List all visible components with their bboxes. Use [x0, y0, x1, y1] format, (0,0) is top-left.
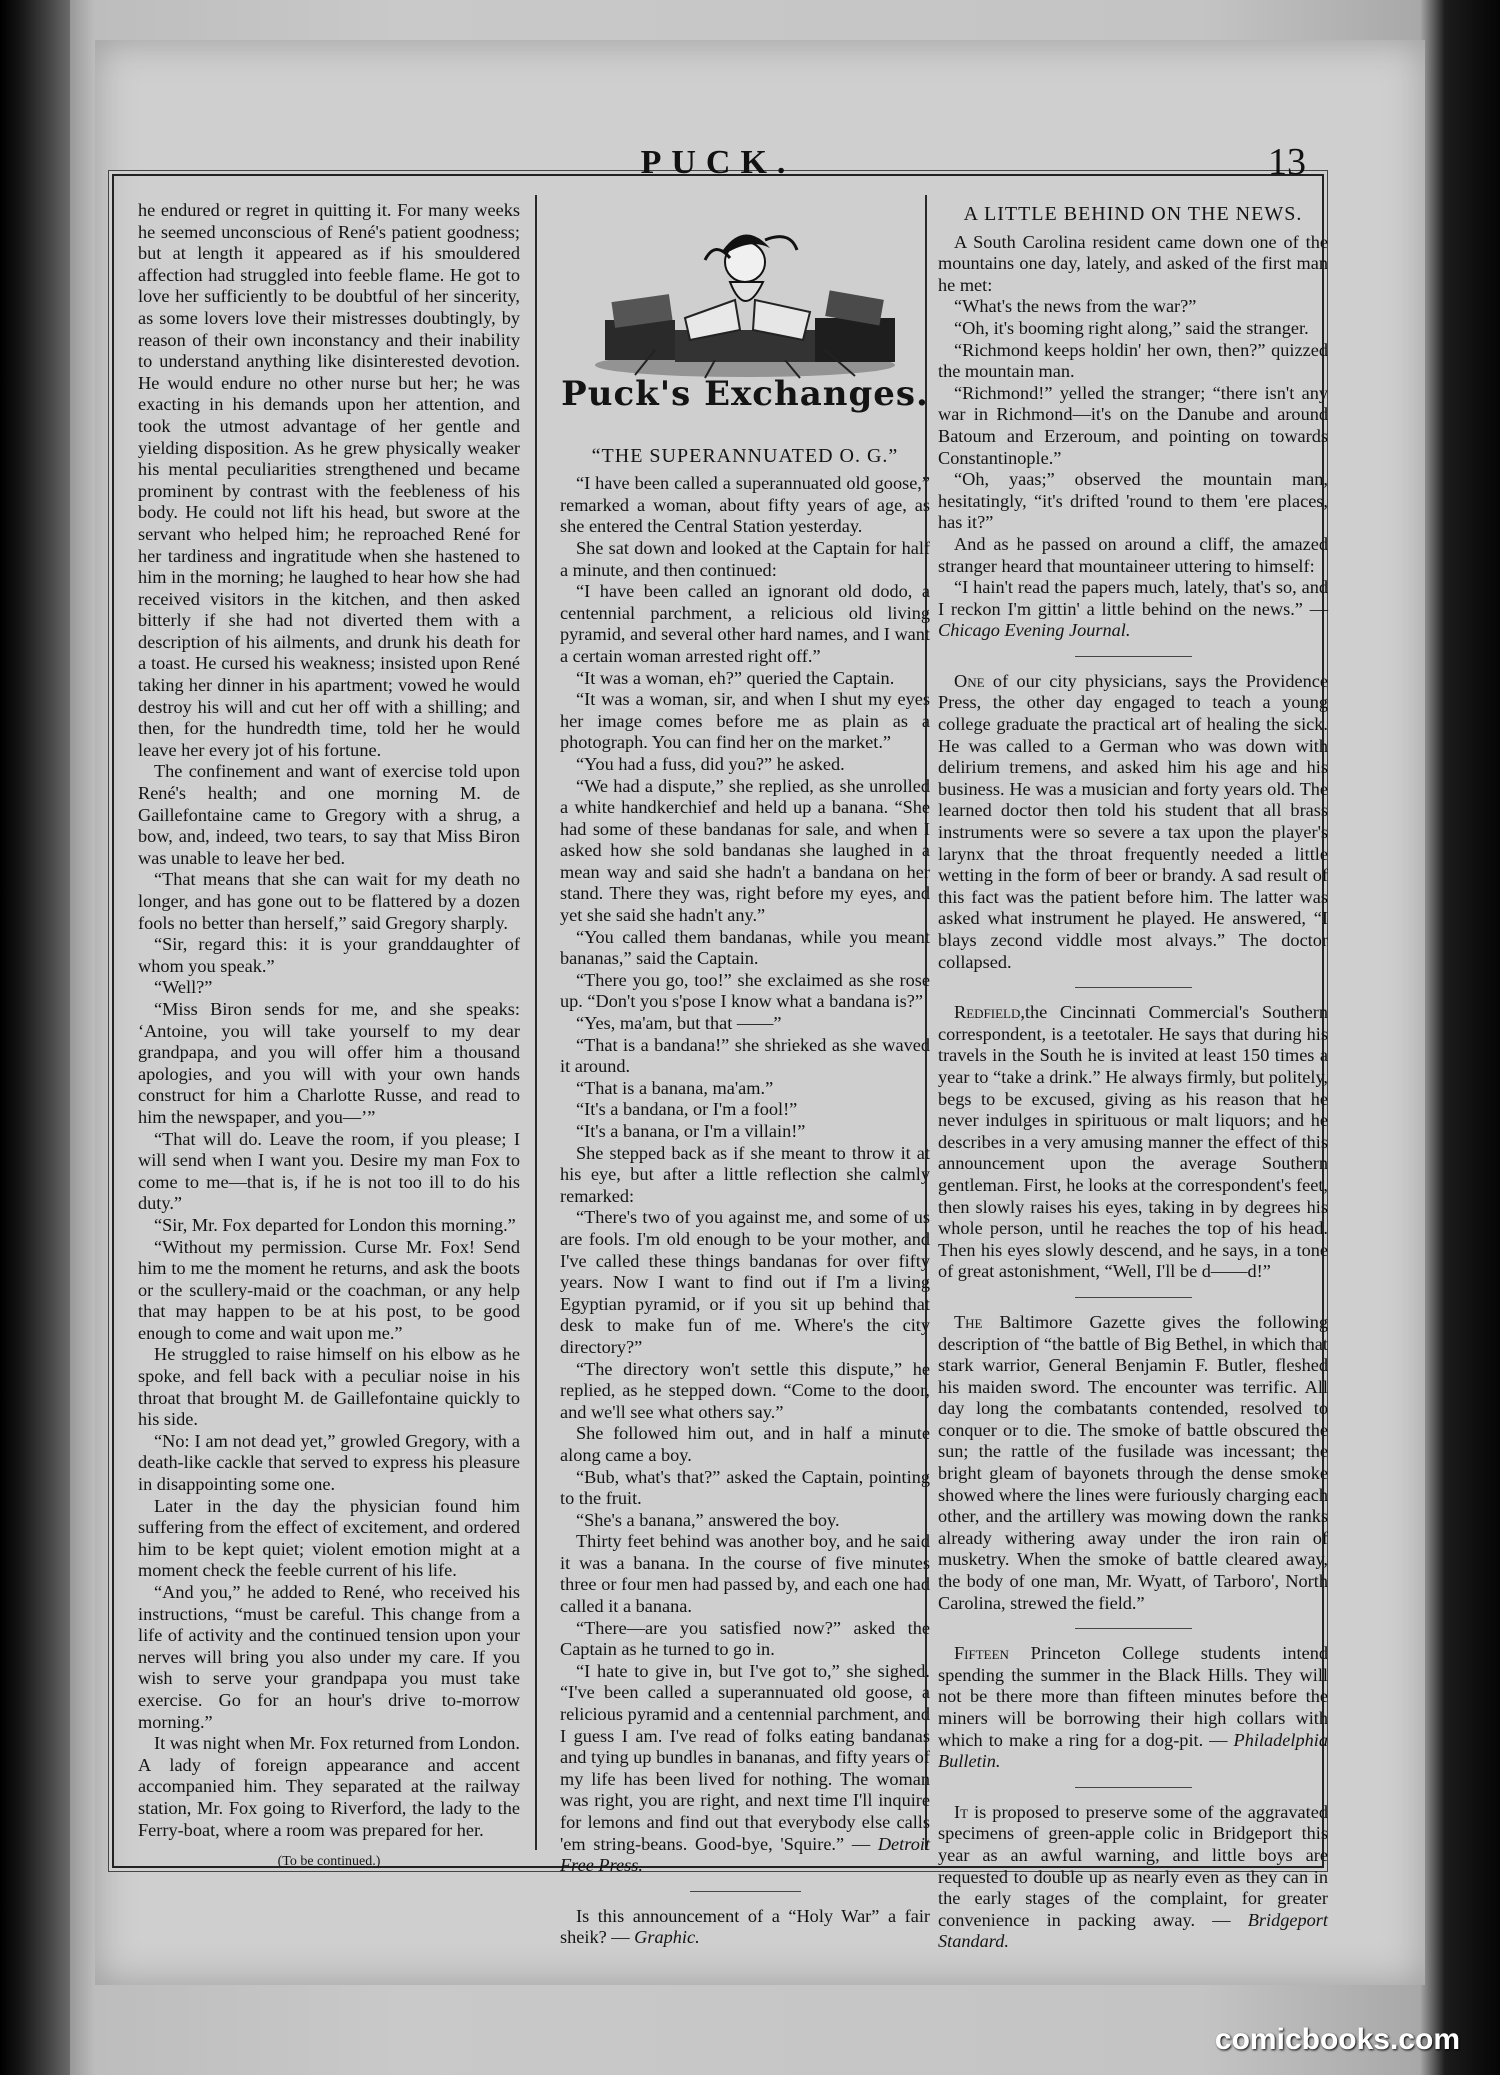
story-source: Detroit Free Press. [560, 1833, 930, 1876]
item-text: Baltimore Gazette gives the following description of “the battle of Big Bethel, in which that stark warrior, General Benjamin F. Butler, fleshed his maiden sword. The encounter was terrific. All day long the combatants contended, resolved to conquer or to die. The smoke of battle obscured the sun; the rattle of the fusilade was incessant; the bright gleam of bayonets through the dense smoke showed where the lines were furiously charging each other, and the artillery was mowing down the ranks already withering away under the iron rain of musketry. When the smoke of battle cleared away, the body of one man, Mr. Wyatt, of Tarboro', North Carolina, strewed the field.” [938, 1311, 1329, 1613]
item-source: Bridgeport Standard. [938, 1909, 1328, 1952]
story-paragraph: “That will do. Leave the room, if you please; I will send when I want you. Desire my man Fox to come to me—that is, if he is not too ill to do his duty.” [138, 1128, 520, 1214]
news-paragraph: “Richmond!” yelled the stranger; “there isn't any war in Richmond—it's on the Danube and around Batoum and Erzeroum, and pointing on towards Constantinople.” [938, 382, 1328, 468]
watermark: comicbooks.com [1214, 2023, 1460, 2056]
story-paragraph: “Miss Biron sends for me, and she speaks: ‘Antoine, you will take yourself to my dear grandpapa, and you will offer him a thousand apologies, and you will with your own hands construct for him a Charlotte Russe, and read to him the newspaper, and you—’” [138, 998, 520, 1127]
item-lead: It [954, 1801, 969, 1822]
story-paragraph: “We had a dispute,” she replied, as she unrolled a white handkerchief and held up a banana. “She had some of these bandanas for sale, and when I asked how she sold bandanas she laughed in a mean way and said she hadn't a bandana on her stand. There they was, right before my eyes, and yet she said she hadn't any.” [560, 775, 930, 926]
divider [1075, 656, 1192, 657]
story-paragraph: “Yes, ma'am, but that ——” [576, 1013, 782, 1034]
story-paragraph: “That means that she can wait for my death no longer, and has gone out to be flattered by a dozen fools no better than herself,” said Gregory sharply. [138, 869, 520, 933]
divider [1075, 1628, 1192, 1629]
column-exchanges [560, 200, 930, 1948]
closing-source: Graphic. [634, 1927, 700, 1948]
story-paragraph: he endured or regret in quitting it. For many weeks he seemed unconscious of René's patient goodness; but at length it appeared as if his smouldered affection had struggled into feeble flame. He got to love her sufficiently to be doubtful of her sincerity, as some lovers love their mistresses doubtingly, by reason of their own inconstancy and their inability to understand anything like disinterested devotion. He would endure no other nurse but her; he was exacting in his demands upon her attention, and took the utmost advantage of her gentle and yielding disposition. As he grew physically weaker his mental peculiarities strengthened und became prominent by contrast with the feebleness of his body. He could not lift his head, but swore at the servant who helped him; he reproached René for her tardiness and ingratitude when she hastened to him in the morning; he laughed to hear how she had received visitors in the kitchen, and then asked bitterly if she had not diverted them with a description of his ailments, and drunk his death for a toast. He cursed his weakness; insisted upon René taking her dinner in his apartment; vowed he would destroy his will and cut her off with a shilling; and then, for the hundredth time, told her he would leave her every jot of his fortune. [138, 200, 520, 760]
story-final-text: “I hate to give in, but I've got to,” she sighed. “I've been called a superannuated old goose, a relicious pyramid and a centennial parchment, and I guess I am. I've read of folks eating bandanas and tying up bundles in bananas, and fifty years of my life has been lived for nothing. The woman was right, you are right, and next time I'll inquire for lemons and find out that everybody else calls 'em string-beans. Good-bye, 'Squire.” — [560, 1660, 930, 1854]
news-paragraph: “Oh, yaas;” observed the mountain man, hesitatingly, “it's drifted 'round to them 'ere places, has it?” [938, 469, 1328, 533]
item-text: of our city physicians, says the Providence Press, the other day engaged to teach a young college graduate the practical art of healing the sick. He was called to a German who was down with delirium tremens, and asked him his age and his business. He was a musician and forty years old. The learned doctor then told his student that all brass instruments were so severe a tax upon the player's larynx that the throat frequently needed a little wetting in the form of beer or brandy. A sad result of this fact was the patient before him. The latter was asked what instrument he played. He answered, “I blays zecond viddle most alvays.” The doctor collapsed. [938, 670, 1328, 972]
story-paragraph: “Well?” [154, 977, 213, 998]
item-lead: Fifteen [954, 1643, 1009, 1664]
page-number: 13 [1268, 141, 1306, 183]
closing-paragraph [560, 1906, 930, 1949]
story-paragraph: “It's a bandana, or I'm a fool!” [576, 1099, 798, 1120]
news-paragraph: “What's the news from the war?” [954, 296, 1197, 317]
column-miscellany [938, 200, 1329, 1952]
news-heading: A LITTLE BEHIND ON THE NEWS. [963, 203, 1303, 225]
story-paragraph: “Sir, regard this: it is your granddaughter of whom you speak.” [138, 934, 520, 976]
column-serial-story [138, 200, 520, 1880]
puck-reading-icon [565, 200, 925, 380]
column-rule-left [535, 195, 537, 1850]
story-paragraph: “Bub, what's that?” asked the Captain, pointing to the fruit. [560, 1466, 930, 1509]
item-text: the Cincinnati Commercial's Southern correspondent, is a teetotaler. He says that during his travels in the South he is invited at least 150 times a year to “take a drink.” He always firmly, but politely, begs to be excused, giving as his reason that he never indulges in spirituous or malt liquors; and he describes in a very amusing manner the effect of this announcement upon the average Southern gentleman. First, he looks at the correspondent's feet, then slowly raises his eyes, taking in by degrees his whole person, until he reaches the top of his head. Then his eyes slowly descend, and he says, in a tone of great astonishment, “Well, I'll be d——d!” [938, 1002, 1328, 1282]
story-paragraph: “There—are you satisfied now?” asked the Captain as he turned to go in. [560, 1617, 930, 1660]
story-paragraph: “You had a fuss, did you?” he asked. [576, 753, 845, 774]
story-paragraph: “She's a banana,” answered the boy. [576, 1509, 840, 1530]
section-title: Puck's Exchanges. [561, 374, 929, 414]
story-paragraph: “That is a bandana!” she shrieked as she waved it around. [560, 1034, 930, 1077]
story-paragraph: Thirty feet behind was another boy, and he said it was a banana. In the course of five minutes three or four men had passed by, and each one had called it a banana. [560, 1531, 930, 1617]
divider [1075, 987, 1192, 988]
item-physician [938, 671, 1328, 973]
story-paragraph: “There you go, too!” she exclaimed as she rose up. “Don't you s'pose I know what a bandana is?” [560, 969, 930, 1012]
item-text: is proposed to preserve some of the aggravated specimens of green-apple colic in Bridgeport this year as an awful warning, and little boys are requested to double up as nearly even as they can in the early stages of the complaint, for greater convenience in packing away. — [938, 1801, 1328, 1930]
news-paragraph: And as he passed on around a cliff, the amazed stranger heard that mountaineer uttering to himself: [938, 533, 1328, 576]
binding-spine [0, 0, 70, 2075]
story-paragraph: “It's a banana, or I'm a villain!” [576, 1121, 806, 1141]
news-paragraph-final [938, 577, 1328, 642]
story-paragraph: “I have been called an ignorant old dodo, a centennial parchment, a relicious old living pyramid, and several other hard names, and I want a certain woman arrested right off.” [560, 581, 930, 666]
closing-text: Is this announcement of a “Holy War” a fair sheik? — [560, 1905, 930, 1948]
story-paragraph: “It was a woman, eh?” queried the Captain. [576, 667, 895, 688]
story-paragraph: It was night when Mr. Fox returned from London. A lady of foreign appearance and accent accompanied him. They separated at the railway station, Mr. Fox going to Riverford, the lady to the Ferry-boat, where a room was prepared for her. [138, 1733, 520, 1840]
story-paragraph: “You called them bandanas, while you meant bananas,” said the Captain. [560, 926, 930, 969]
news-paragraph: “Richmond keeps holdin' her own, then?” quizzed the mountain man. [938, 339, 1328, 382]
item-big-bethel [938, 1312, 1328, 1614]
news-source: Chicago Evening Journal. [938, 620, 1131, 641]
story-paragraph: She stepped back as if she meant to throw it at his eye, but after a little reflection she calmly remarked: [560, 1142, 930, 1206]
story-paragraph: She followed him out, and in half a minute along came a boy. [560, 1423, 930, 1465]
story-paragraph-final [560, 1661, 930, 1877]
story-paragraph: “Without my permission. Curse Mr. Fox! Send him to me the moment he returns, and ask the boots or the scullery-maid or the coachman, or any help that may happen to be at his post, to be good enough to come and wait upon me.” [138, 1236, 520, 1343]
item-text: Princeton College students intend spending the summer in the Black Hills. They will not be there more than fifteen minutes before the miners will be borrowing their high collars with which to make a ring for a dog-pit. — [938, 1643, 1328, 1750]
item-redfield [938, 1002, 1328, 1283]
item-source: Philadelphia Bulletin. [938, 1729, 1328, 1772]
story-paragraph: She sat down and looked at the Captain for half a minute, and then continued: [560, 537, 930, 580]
story-paragraph: “It was a woman, sir, and when I shut my eyes her image comes before me as plain as a photograph. You can find her on the market.” [560, 689, 930, 753]
story-paragraph: “I have been called a superannuated old goose,” remarked a woman, about fifty years of age, as she entered the Central Station yesterday. [560, 473, 930, 537]
item-lead: One [954, 670, 985, 691]
story-paragraph: “The directory won't settle this dispute,” he replied, as he stepped down. “Come to the door, and we'll see what others say.” [560, 1358, 930, 1422]
masthead-title: PUCK. [640, 144, 796, 181]
news-final-text: “I hain't read the papers much, lately, that's so, and I reckon I'm gittin' a little behind on the news.” — [938, 577, 1328, 619]
story-paragraph: “And you,” he added to René, who received his instructions, “must be careful. This change from a life of activity and the continued tension upon your nerves will bring you also under my care. If you wish to serve your grandpapa you must take exercise. Go for an hour's drive to-morrow morning.” [138, 1582, 520, 1732]
divider [1075, 1787, 1192, 1788]
news-paragraph: A South Carolina resident came down one of the mountains one day, lately, and asked of the first man he met: [938, 231, 1328, 295]
story-paragraph: Later in the day the physician found him suffering from the effect of excitement, and ordered him to be kept quiet; violent emotion might at a moment check the feeble current of his life. [138, 1495, 520, 1581]
story-title: “THE SUPERANNUATED O. G.” [591, 444, 899, 467]
masthead [112, 141, 1324, 188]
story-paragraph: “Sir, Mr. Fox departed for London this morning.” [154, 1214, 516, 1235]
story-paragraph: He struggled to raise himself on his elbow as he spoke, and fell back with a peculiar noise in his throat that brought M. de Gaillefontaine quickly to his side. [138, 1344, 520, 1430]
story-paragraph: “There's two of you against me, and some of us are fools. I'm old enough to be your mother, and I've called these things bandanas for over fifty years. Now I want to find out if I'm a living Egyptian pyramid, or if you sit up behind that desk to make fun of me. Where's the city directory?” [560, 1207, 930, 1357]
item-lead: The [954, 1311, 983, 1332]
puck-cherub-illustration [565, 200, 925, 380]
item-princeton [938, 1643, 1328, 1773]
story-paragraph: “No: I am not dead yet,” growled Gregory, with a death-like cackle that served to express his pleasure in disappointing some one. [138, 1430, 520, 1495]
divider [690, 1891, 801, 1892]
item-lead: Redfield, [954, 1002, 1025, 1023]
news-paragraph: “Oh, it's booming right along,” said the stranger. [954, 317, 1309, 338]
to-be-continued: (To be continued.) [277, 1854, 381, 1870]
divider [1075, 1297, 1192, 1298]
item-bridgeport [938, 1802, 1328, 1953]
story-paragraph: “That is a banana, ma'am.” [576, 1077, 774, 1098]
story-paragraph: The confinement and want of exercise told upon René's health; and one morning M. de Gaillefontaine came to Gregory with a shrug, a bow, and, indeed, two tears, to say that Miss Biron was unable to leave her bed. [138, 761, 520, 868]
